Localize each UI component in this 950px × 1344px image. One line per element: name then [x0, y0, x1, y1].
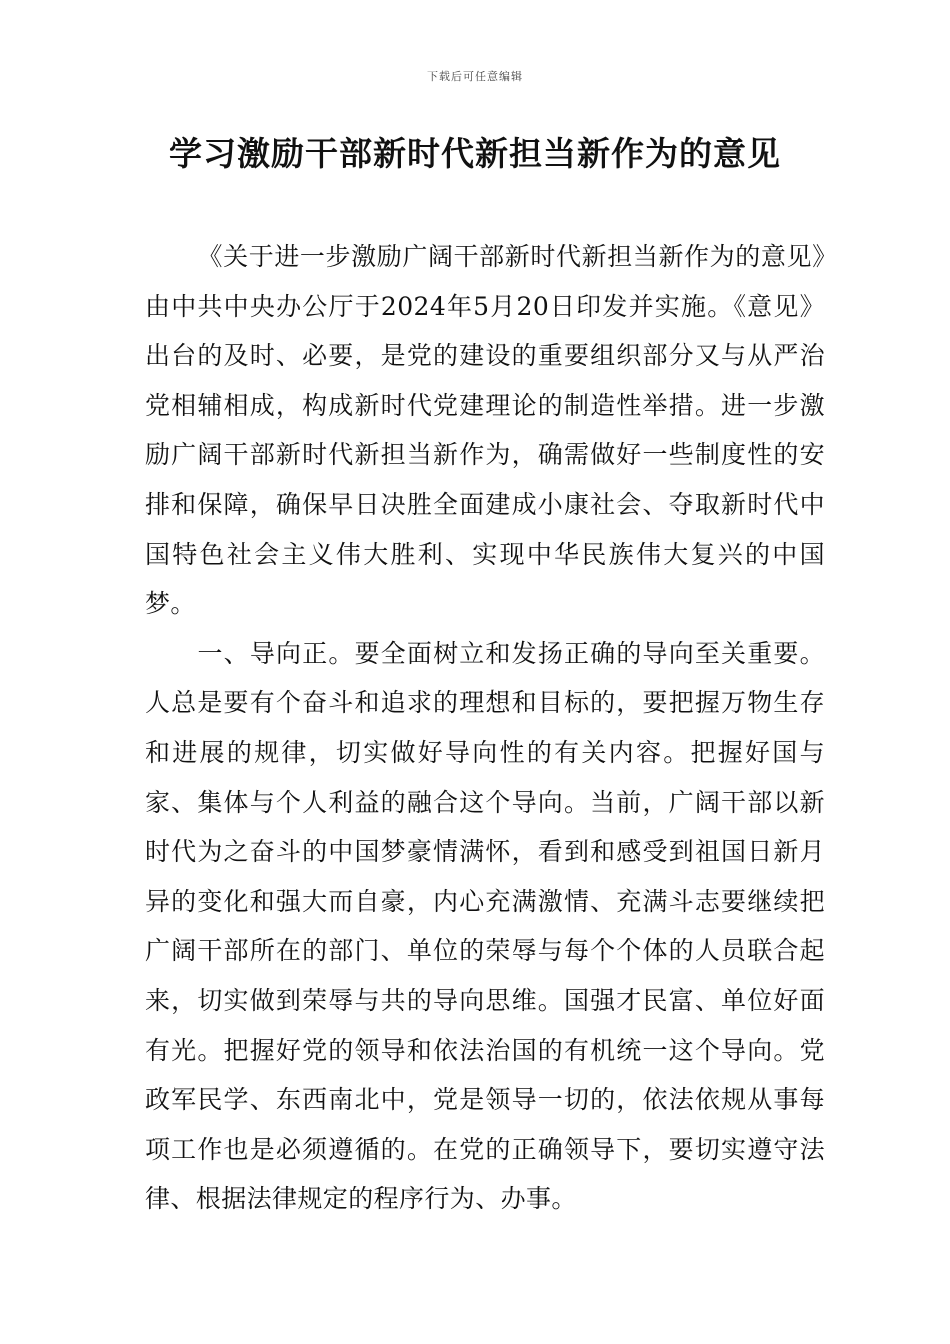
paragraph-section-one: 一、导向正。要全面树立和发扬正确的导向至关重要。人总是要有个奋斗和追求的理想和目标的，要把握万物生存和进展的规律，切实做好导向性的有关内容。把握好国与家、集体与个人利益的融合这个导向。当前，广阔干部以新时代为之奋斗的中国梦豪情满怀，看到和感受到祖国日新月异的变化和强大而自豪，内心充满激情、充满斗志要继续把广阔干部所在的部门、单位的荣辱与每个个体的人员联合起来，切实做到荣辱与共的导向思维。国强才民富、单位好面有光。把握好党的领导和依法治国的有机统一这个导向。党政军民学、东西南北中，党是领导一切的，依法依规从事每项工作也是必须遵循的。在党的正确领导下，要切实遵守法律、根据法律规定的程序行为、办事。 — [145, 638, 825, 1214]
paragraph-intro: 《关于进一步激励广阔干部新时代新担当新作为的意见》由中共中央办公厅于2024年5月20日印发并实施。《意见》出台的及时、必要，是党的建设的重要组织部分又与从严治党相辅相成，构成新时代党建理论的制造性举措。进一步激励广阔干部新时代新担当新作为，确需做好一些制度性的安排和保障，确保早日决胜全面建成小康社会、夺取新时代中国特色社会主义伟大胜利、实现中华民族伟大复兴的中国梦。 — [145, 242, 825, 619]
document-body — [145, 232, 825, 1224]
document-title: 学习激励干部新时代新担当新作为的意见 — [169, 134, 781, 173]
header-note: 下载后可任意编辑 — [427, 70, 523, 83]
